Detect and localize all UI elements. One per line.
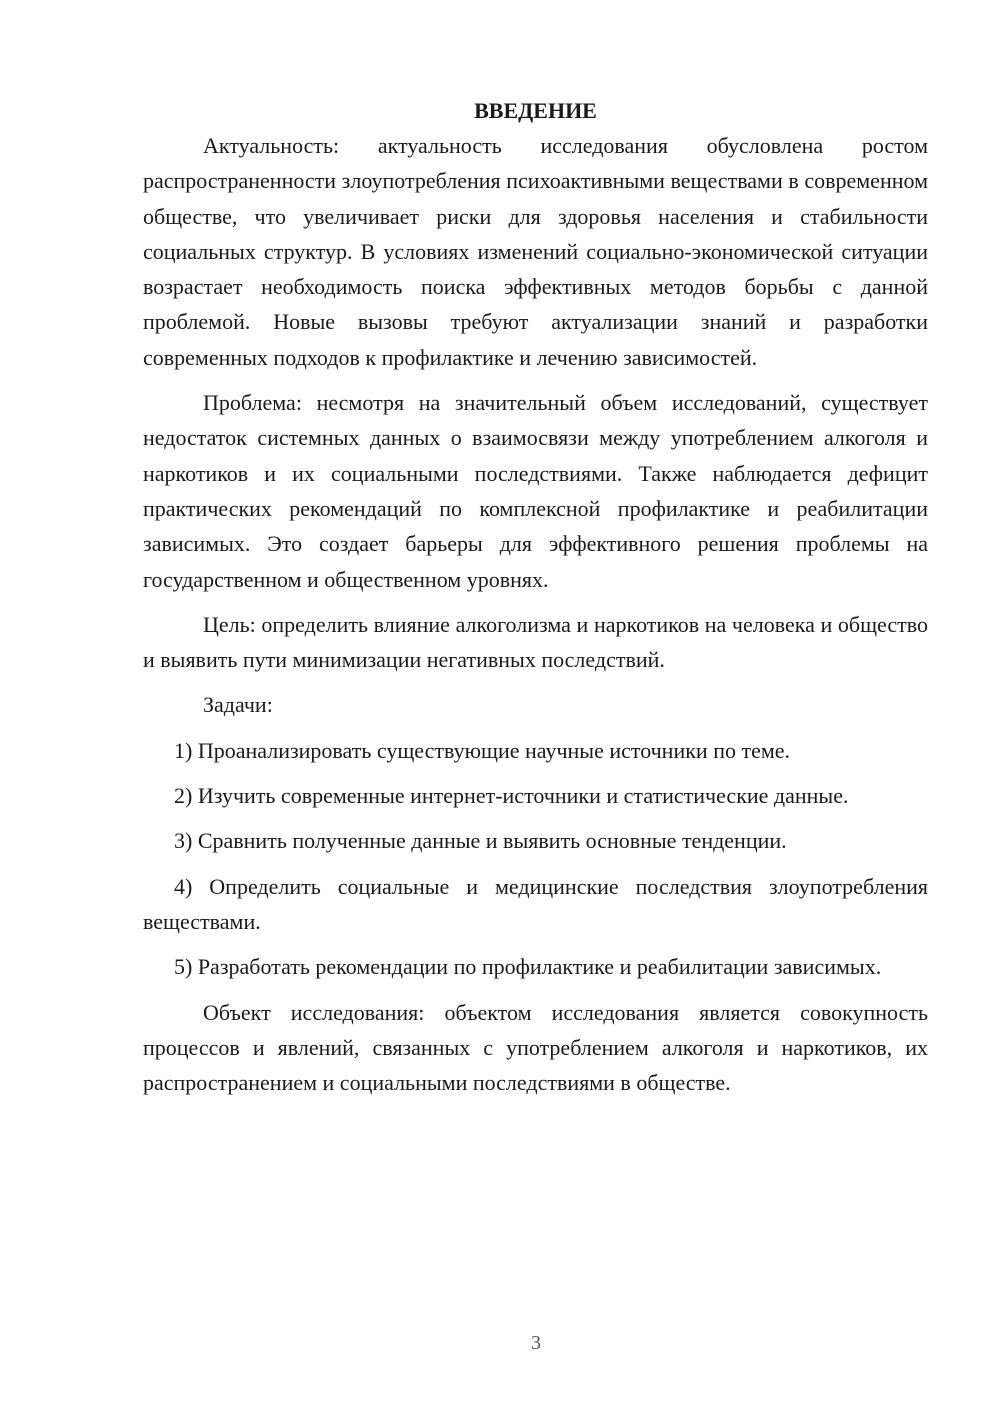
task-item: 2) Изучить современные интернет-источники и статистические данные. [174, 783, 849, 809]
task-item: 3) Сравнить полученные данные и выявить основные тенденции. [174, 828, 787, 854]
task-item: 4) Определить социальные и медицинские последствия злоупотребления веществами. [143, 873, 928, 934]
page-number: 3 [531, 1332, 541, 1354]
task-item: 5) Разработать рекомендации по профилактике и реабилитации зависимых. [174, 954, 882, 980]
paragraph-relevance: Актуальность: актуальность исследования обусловлена ростом распространенности злоупотребления психоактивными веществами в современном обществе, что увеличивает риски для здоровья населения и стабильности социальных структур. В условиях изменений социально-экономической ситуации возрастает необходимость поиска эффективных методов борьбы с данной проблемой. Новые вызовы требуют актуализации знаний и разработки современных подходов к профилактике и лечению зависимостей. [143, 133, 928, 370]
tasks-heading: Задачи: [203, 692, 273, 718]
paragraph-problem: Проблема: несмотря на значительный объем исследований, существует недостаток системных данных о взаимосвязи между употреблением алкоголя и наркотиков и их социальными последствиями. Также наблюдается дефицит практических рекомендаций по комплексной профилактике и реабилитации зависимых. Это создает барьеры для эффективного решения проблемы на государственном и общественном уровнях. [143, 390, 928, 592]
page-title: ВВЕДЕНИЕ [474, 98, 597, 123]
task-item: 1) Проанализировать существующие научные источники по теме. [174, 737, 791, 763]
document-page [143, 94, 928, 1110]
paragraph-object: Объект исследования: объектом исследования является совокупность процессов и явлений, связанных с употреблением алкоголя и наркотиков, их распространением и социальными последствиями в обществе. [143, 999, 928, 1096]
paragraph-goal: Цель: определить влияние алкоголизма и наркотиков на человека и общество и выявить пути минимизации негативных последствий. [143, 611, 928, 673]
